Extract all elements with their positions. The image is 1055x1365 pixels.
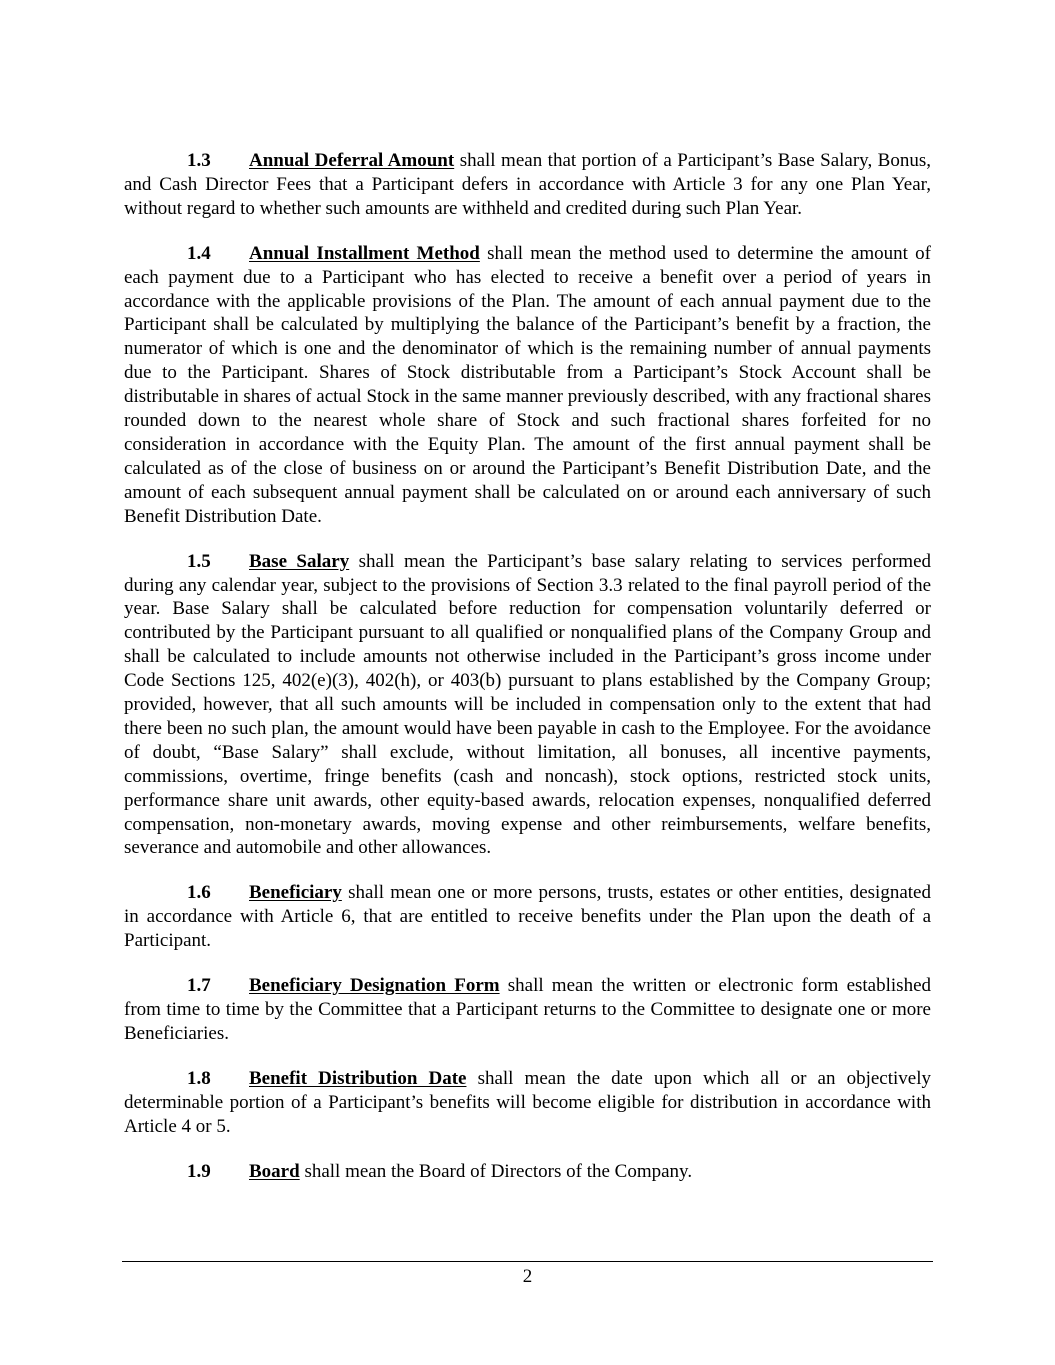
section-1-3 <box>124 149 931 221</box>
defined-term: Benefit Distribution Date <box>249 1067 467 1089</box>
section-text: shall mean the Board of Directors of the Company. <box>299 1160 693 1182</box>
section-text: shall mean that portion of a Participant’s Base Salary, Bonus, and Cash Director Fees that a Participant defers in accordance with Article 3 for any one Plan Year, without regard to whether such amounts are withheld and credited during such Plan Year. <box>124 150 931 219</box>
section-number: 1.9 <box>187 1160 211 1182</box>
section-1-7 <box>124 974 931 1046</box>
defined-term: Base Salary <box>249 550 350 572</box>
section-text: shall mean the Participant’s base salary relating to services performed during any calendar year, subject to the provisions of Section 3.3 related to the final payroll period of the year. Base Salary shall be calculated before reduction for compensation voluntarily deferred or contributed by the Participant pursuant to all qualified or nonqualified plans of the Company Group and shall be calculated to include amounts not otherwise included in the Participant’s gross income under Code Sections 125, 402(e)(3), 402(h), or 403(b) pursuant to plans established by the Company Group; provided, however, that all such amounts will be included in compensation only to the extent that had there been no such plan, the amount would have been payable in cash to the Employee. For the avoidance of doubt, “Base Salary” shall exclude, without limitation, all bonuses, all incentive payments, commissions, overtime, fringe benefits (cash and noncash), stock options, restricted stock units, performance share unit awards, other equity-based awards, relocation expenses, nonqualified deferred compensation, non-monetary awards, moving expense and other reimbursements, welfare benefits, severance and automobile and other allowances. <box>124 550 932 859</box>
defined-term: Beneficiary <box>249 882 342 904</box>
section-text: shall mean the method used to determine the amount of each payment due to a Participant who has elected to receive a benefit over a period of years in accordance with the applicable provisions of the Plan. The amount of each annual payment due to the Participant shall be calculated by multiplying the balance of the Participant’s benefit by a fraction, the numerator of which is one and the denominator of which is the remaining number of annual payments due to the Participant. Shares of Stock distributable from a Participant’s Stock Account shall be distributable in shares of actual Stock in the same manner previously described, with any fractional shares rounded down to the nearest whole share of Stock and such fractional shares forfeited for no consideration in accordance with the Equity Plan. The amount of the first annual payment shall be calculated as of the close of business on or around the Participant’s Benefit Distribution Date, and the amount of each subsequent annual payment shall be calculated on or around each anniversary of such Benefit Distribution Date. <box>124 242 932 527</box>
section-text: shall mean the date upon which all or an objectively determinable portion of a Participant’s benefits will become eligible for distribution in accordance with Article 4 or 5. <box>124 1067 931 1137</box>
section-number: 1.8 <box>187 1067 211 1089</box>
page-number: 2 <box>522 1266 533 1287</box>
section-1-5 <box>124 550 931 861</box>
section-number: 1.4 <box>187 242 211 264</box>
section-1-9 <box>124 1160 931 1184</box>
section-number: 1.5 <box>187 550 211 572</box>
section-1-6 <box>124 881 931 953</box>
section-text: shall mean the written or electronic form established from time to time by the Committee that a Participant returns to the Committee to designate one or more Beneficiaries. <box>124 975 931 1044</box>
section-number: 1.6 <box>187 882 211 904</box>
footer-divider <box>122 1261 933 1262</box>
section-number: 1.7 <box>187 975 211 997</box>
defined-term: Beneficiary Designation Form <box>249 975 500 997</box>
section-text: shall mean one or more persons, trusts, estates or other entities, designated in accordance with Article 6, that are entitled to receive benefits under the Plan upon the death of a Participant. <box>124 882 931 952</box>
defined-term: Annual Deferral Amount <box>249 150 455 171</box>
defined-term: Board <box>249 1160 300 1182</box>
section-1-4 <box>124 242 931 529</box>
defined-term: Annual Installment Method <box>249 242 480 264</box>
section-1-8 <box>124 1067 931 1139</box>
section-number: 1.3 <box>187 150 211 171</box>
document-body <box>124 149 931 1204</box>
